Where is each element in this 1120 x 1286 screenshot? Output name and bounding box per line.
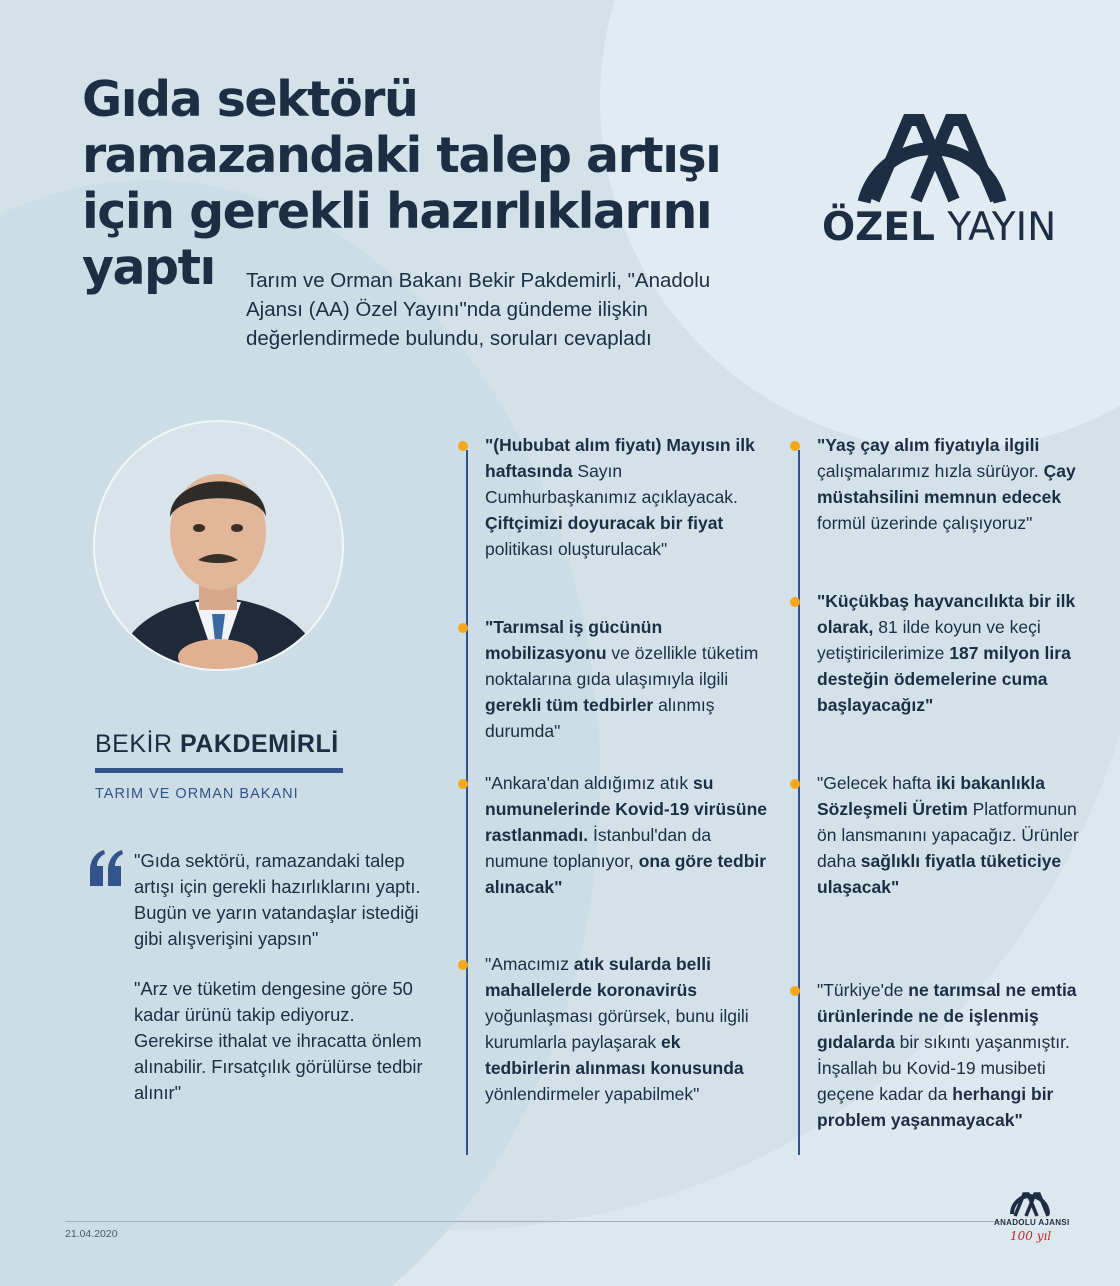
quote-emphasis: atık sularda belli mahallelerde koronavirüs <box>485 954 711 1000</box>
quote-emphasis: iki bakanlıkla Sözleşmeli Üretim <box>817 773 1046 819</box>
quote-segment: "Gelecek hafta <box>817 773 937 793</box>
quote-emphasis: 187 milyon lira desteğin ödemelerine cuma başlayacağız" <box>817 643 1071 715</box>
quote-item-text <box>485 432 768 562</box>
anniversary-badge: 100 yıl <box>1010 1229 1052 1243</box>
title-line: için gerekli hazırlıklarını <box>82 183 712 240</box>
person-role: TARIM VE ORMAN BAKANI <box>95 786 299 802</box>
person-name <box>95 730 339 759</box>
quote-emphasis: Çiftçimizi doyuracak bir fiyat <box>485 513 724 533</box>
logo-label <box>822 205 1056 250</box>
quote-item <box>458 951 768 1107</box>
quote-emphasis: "Küçükbaş hayvancılıkta bir ilk olarak, <box>817 591 1076 637</box>
quote-item <box>790 977 1090 1133</box>
bullet-icon <box>790 441 800 451</box>
quote-item <box>790 432 1090 536</box>
bullet-icon <box>458 441 468 451</box>
quote-item <box>458 770 768 900</box>
quote-segment: Sayın Cumhurbaşkanımız açıklayacak. <box>485 461 738 507</box>
quote-segment: formül üzerinde çalışıyoruz" <box>817 513 1033 533</box>
bullet-icon <box>458 960 468 970</box>
quote-segment: yönlendirmeler yapabilmek" <box>485 1084 700 1104</box>
quote-item-text <box>485 614 768 744</box>
quote-item <box>790 588 1090 718</box>
title-line: ramazandaki talep artışı <box>82 127 721 184</box>
publish-date: 21.04.2020 <box>65 1228 118 1240</box>
page-title <box>82 72 782 296</box>
quote-item <box>458 432 768 562</box>
quote-emphasis: "(Hububat alım fiyatı) Mayısın ilk haftasında <box>485 435 755 481</box>
quote-item-text <box>485 770 768 900</box>
quote-segment: "Amacımız <box>485 954 574 974</box>
quote-segment: "Türkiye'de <box>817 980 909 1000</box>
quote-item <box>790 770 1090 900</box>
quote-paragraph: "Gıda sektörü, ramazandaki talep artışı için gerekli hazırlıklarını yaptı. Bugün ve yarın vatandaşlar istediği gibi alışverişini yapsın" <box>134 850 421 949</box>
quote-emphasis: sağlıklı fiyatla tüketiciye ulaşacak" <box>817 851 1062 897</box>
quote-segment: yoğunlaşması görürsek, bunu ilgili kurumlarla paylaşarak <box>485 1006 749 1052</box>
quote-emphasis: su numunelerinde Kovid-19 virüsüne rastlanmadı. <box>485 773 767 845</box>
main-quote <box>134 848 434 1106</box>
quote-segment: politikası oluşturulacak" <box>485 539 668 559</box>
bullet-icon <box>458 779 468 789</box>
title-line: yaptı <box>82 239 215 296</box>
bullet-icon <box>790 986 800 996</box>
quote-emphasis: ne tarımsal ne emtia ürünlerinde ne de işlenmiş gıdalarda <box>817 980 1077 1052</box>
first-name: BEKİR <box>95 730 173 758</box>
bullet-icon <box>790 597 800 607</box>
agency-name: ANADOLU AJANSI <box>994 1218 1070 1227</box>
quote-item-text <box>817 977 1090 1133</box>
bullet-icon <box>790 779 800 789</box>
quote-segment: alınmış durumda" <box>485 695 715 741</box>
quote-emphasis: ek tedbirlerin alınması konusunda <box>485 1032 744 1078</box>
quote-mark-icon <box>88 848 124 888</box>
quote-segment: 81 ilde koyun ve keçi yetiştiricilerimize <box>817 617 1041 663</box>
name-underline <box>95 768 343 773</box>
quote-segment: çalışmalarımız hızla sürüyor. <box>817 461 1044 481</box>
quote-item-text <box>817 432 1090 536</box>
quote-segment: "Ankara'dan aldığımız atık <box>485 773 693 793</box>
quote-emphasis: "Tarımsal iş gücünün mobilizasyonu <box>485 617 663 663</box>
quote-item-text <box>817 588 1090 718</box>
quote-segment: İstanbul'dan da numune toplanıyor, <box>485 825 712 871</box>
quote-emphasis: herhangi bir problem yaşanmayacak" <box>817 1084 1054 1130</box>
quote-item <box>458 614 768 744</box>
footer-divider <box>65 1221 1000 1222</box>
logo-letters: AA <box>932 157 934 158</box>
quote-emphasis: Çay müstahsilini memnun edecek <box>817 461 1076 507</box>
quote-emphasis: ona göre tedbir alınacak" <box>485 851 767 897</box>
quote-segment: bir sıkıntı yaşanmıştır. İnşallah bu Kovid-19 musibeti geçene kadar da <box>817 1032 1070 1104</box>
subtitle: Tarım ve Orman Bakanı Bekir Pakdemirli, "Anadolu Ajansı (AA) Özel Yayını"nda gündeme ilişkin değerlendirmede bulundu, soruları cevapladı <box>246 269 711 350</box>
logo-label-light: YAYIN <box>947 205 1057 250</box>
quote-segment: ve özellikle tüketim noktalarına gıda ulaşımıyla ilgili <box>485 643 759 689</box>
bullet-icon <box>458 623 468 633</box>
portrait-frame <box>93 420 344 671</box>
quote-emphasis: "Yaş çay alım fiyatıyla ilgili <box>817 435 1040 455</box>
quote-item-text <box>817 770 1090 900</box>
quote-item-text <box>485 951 768 1107</box>
quote-emphasis: gerekli tüm tedbirler <box>485 695 654 715</box>
logo-label-bold: ÖZEL <box>822 205 935 250</box>
quote-segment: Platformunun ön lansmanını yapacağız. Ürünler daha <box>817 799 1079 871</box>
quote-paragraph: "Arz ve tüketim dengesine göre 50 kadar ürünü takip ediyoruz. Gerekirse ithalat ve ihracatta önlem alınabilir. Fırsatçılık görülürse tedbir alınır" <box>134 978 423 1103</box>
last-name: PAKDEMİRLİ <box>179 730 339 758</box>
title-line: Gıda sektörü <box>82 71 418 128</box>
